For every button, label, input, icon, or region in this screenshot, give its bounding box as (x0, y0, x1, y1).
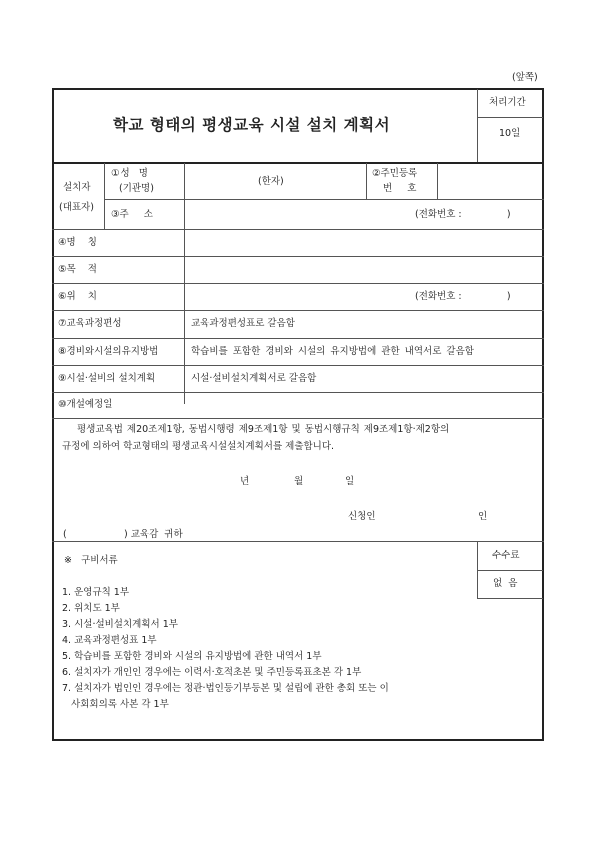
facility-name-label: ④명 칭 (58, 237, 97, 248)
date-month: 월 (294, 476, 304, 487)
list-item: 사회회의록 사본 각 1부 (62, 699, 169, 710)
curriculum-value: 교육과정편성표로 갈음함 (191, 318, 295, 329)
declaration-line-1: 평생교육법 제20조제1항, 동법시행령 제9조제1항 및 동법시행규칙 제9조제1항·제2항의 (77, 424, 450, 435)
form-title: 학교 형태의 평생교육 시설 설치 계획서 (113, 116, 391, 134)
facility-plan-label: ⑨시설·설비의 설치계획 (58, 373, 156, 384)
list-item: 3. 시설·설비설치계획서 1부 (62, 619, 178, 630)
date-year: 년 (240, 476, 250, 487)
addressee-open: ( (63, 529, 67, 540)
location-label: ⑥위 치 (58, 291, 97, 302)
page-side-label: (앞쪽) (512, 72, 538, 83)
addressee: ) 교육감 귀하 (124, 529, 183, 540)
expense-label: ⑧경비와시설의유지방법 (58, 346, 159, 357)
list-item: 6. 설치자가 개인인 경우에는 이력서·호적초본 및 주민등록표초본 각 1부 (62, 667, 362, 678)
name-hanja-label: (한자) (258, 176, 284, 187)
rrn-label-line2: 번 호 (383, 183, 417, 194)
opening-date-label: ⑩개설예정일 (58, 399, 113, 410)
date-day: 일 (345, 476, 355, 487)
facility-plan-value: 시설·설비설치계획서로 갈음함 (191, 373, 317, 384)
institution-name-label: (기관명) (119, 183, 154, 194)
list-item: 1. 운영규칙 1부 (62, 587, 130, 598)
seal-mark: 인 (478, 511, 488, 522)
list-item: 5. 학습비를 포함한 경비와 시설의 유지방법에 관한 내역서 1부 (62, 651, 322, 662)
required-documents-heading: ※ 구비서류 (64, 555, 118, 566)
declaration-line-2: 규정에 의하여 학교형태의 평생교육시설설치계획서를 제출합니다. (62, 441, 335, 452)
rrn-label: ②주민등록 (372, 168, 418, 179)
expense-value: 학습비를 포함한 경비와 시설의 유지방법에 관한 내역서로 갈음함 (191, 346, 474, 357)
location-phone: (전화번호 : ) (415, 291, 511, 302)
purpose-label: ⑤목 적 (58, 264, 97, 275)
list-item: 7. 설치자가 법인인 경우에는 정관·법인등기부등본 및 설립에 관한 총회 또는 이 (62, 683, 389, 694)
address-label: ③주 소 (111, 209, 153, 220)
applicant-label: 신청인 (348, 511, 376, 522)
fee-value: 없 음 (493, 578, 518, 589)
address-phone: (전화번호 : ) (415, 209, 511, 220)
processing-period-value: 10일 (499, 128, 521, 139)
representative-label: (대표자) (59, 202, 94, 213)
list-item: 4. 교육과정편성표 1부 (62, 635, 157, 646)
list-item: 2. 위치도 1부 (62, 603, 120, 614)
processing-period-label: 처리기간 (489, 97, 526, 108)
curriculum-label: ⑦교육과정편성 (58, 318, 122, 329)
name-label: ①성 명 (111, 168, 149, 179)
founder-label: 설치자 (63, 182, 91, 193)
fee-label: 수수료 (492, 550, 520, 561)
